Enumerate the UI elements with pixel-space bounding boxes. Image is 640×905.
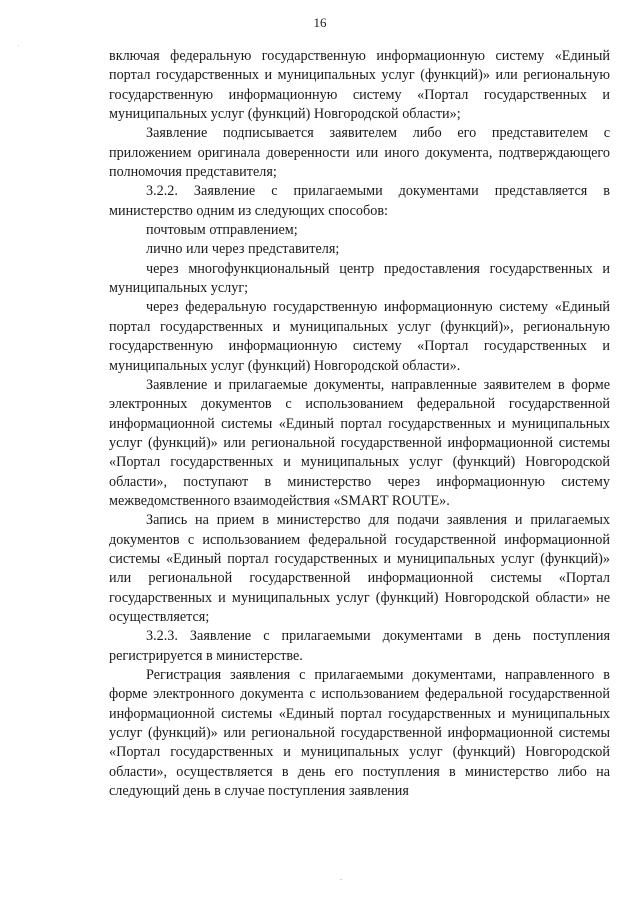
paragraph-continuation: включая федеральную государственную информационную систему «Единый портал государственных и муниципальных услуг (функций)» или региональную государственную информационную систему «Портал государственных и муниципальных услуг (функций) Новгородской области»; — [109, 48, 610, 123]
scan-speck-bottom — [340, 879, 342, 880]
paragraph-registration: Регистрация заявления с прилагаемыми документами, направленного в форме электронного документа с использованием федеральной государственной информационной системы «Единый портал государственных и муниципальных услуг (функций)» или региональной государственной информационной системы «Портал государственных и муниципальных услуг (функций) Новгородской области», осуществляется в день его поступления в министерство либо на следующий день в случае поступления заявления — [109, 667, 610, 800]
scan-speck — [18, 45, 19, 46]
method-by-mail: почтовым отправлением; — [146, 222, 298, 239]
method-mfc: через многофункциональный центр предоставления государственных и муниципальных услуг; — [109, 260, 610, 297]
paragraph-electronic-documents: Заявление и прилагаемые документы, направленные заявителем в форме электронных документов с использованием федеральной государственной информационной системы «Единый портал государственных и муниципальных услуг (функций)» или региональной государственной информационной системы «Портал государственных и муниципальных услуг (функций) Новгородской области», поступают в министерство через информационную систему межведомственного взаимодействия «SMART ROUTE». — [109, 376, 610, 509]
method-portal: через федеральную государственную информационную систему «Единый портал государственных и муниципальных услуг (функций)», региональную государственную информационную систему «Портал государственных и муниципальных услуг (функций) Новгородской области». — [109, 299, 610, 374]
document-body — [109, 47, 610, 801]
paragraph-appointment: Запись на прием в министерство для подачи заявления и прилагаемых документов с использованием федеральной государственной информационной системы «Единый портал государственных и муниципальных услуг (функций)» или региональной государственной информационной системы «Портал государственных и муниципальных услуг (функций) Новгородской области» не осуществляется; — [109, 512, 610, 625]
paragraph-3-2-3: 3.2.3. Заявление с прилагаемыми документами в день поступления регистрируется в министерстве. — [109, 628, 610, 664]
paragraph-signature: Заявление подписывается заявителем либо его представителем с приложением оригинала доверенности или иного документа, подтверждающего полномочия представителя; — [109, 125, 610, 181]
method-in-person: лично или через представителя; — [146, 241, 340, 258]
paragraph-3-2-2: 3.2.2. Заявление с прилагаемыми документами представляется в министерство одним из следующих способов: — [109, 183, 610, 219]
page-number: 16 — [313, 15, 327, 30]
